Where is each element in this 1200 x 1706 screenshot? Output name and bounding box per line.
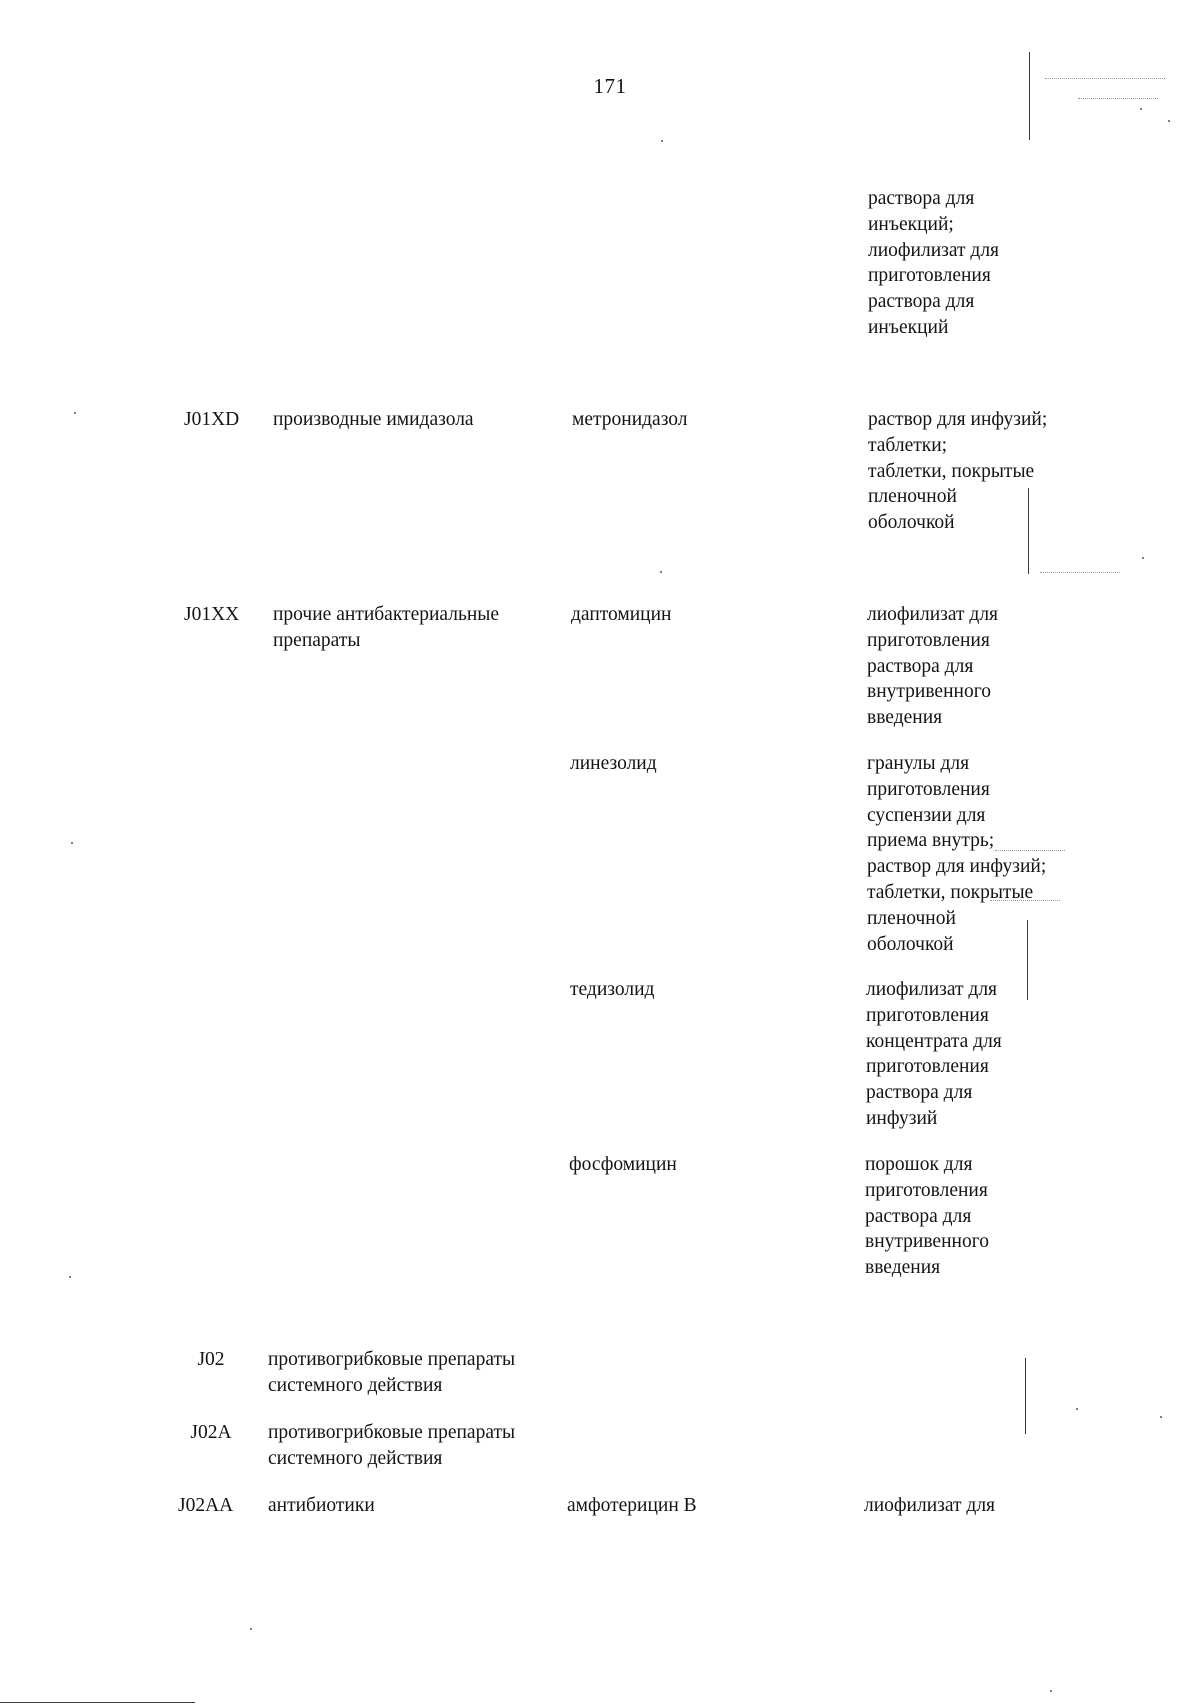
scan-edge-mark <box>1025 1358 1026 1434</box>
dosage-form: лиофилизат для приготовления концентрата для приготовления раствора для инфузий <box>866 979 1002 1129</box>
anatomical-therapeutic-group: прочие антибактериальные препараты <box>273 604 500 651</box>
atc-code: J01XX <box>184 604 240 625</box>
drug-name: тедизолид <box>570 979 655 1000</box>
dosage-form: лиофилизат для приготовления раствора для внутривенного введения <box>867 604 999 729</box>
atc-code: J01XD <box>184 409 240 430</box>
scan-edge-mark <box>0 1702 195 1703</box>
scan-speck <box>1076 1408 1078 1410</box>
scan-speck <box>69 1276 71 1278</box>
anatomical-therapeutic-group: производные имидазола <box>273 409 474 430</box>
dosage-form: гранулы для приготовления суспензии для приема внутрь; раствор для инфузий; таблетки, покрытые пленочной оболочкой <box>867 753 1047 955</box>
scan-edge-mark <box>1028 488 1029 574</box>
scan-speck <box>1142 557 1144 559</box>
anatomical-therapeutic-group: антибиотики <box>268 1495 375 1516</box>
scan-speck <box>661 140 663 142</box>
scan-speck <box>1160 1416 1162 1418</box>
scan-noise <box>995 850 1065 851</box>
scan-noise <box>1040 572 1120 573</box>
scan-noise <box>1045 78 1165 79</box>
dosage-form: раствор для инфузий; таблетки; таблетки, покрытые пленочной оболочкой <box>868 409 1048 534</box>
drug-name: фосфомицин <box>569 1154 677 1175</box>
scan-edge-mark <box>1027 920 1028 1000</box>
atc-code: J02A <box>190 1422 232 1443</box>
atc-code: J02 <box>197 1349 225 1370</box>
continued-dosage-form: раствора для инъекций; лиофилизат для приготовления раствора для инъекций <box>868 188 1000 338</box>
page-number: 171 <box>593 74 627 98</box>
scan-speck <box>250 1628 252 1630</box>
scan-noise <box>990 900 1060 901</box>
scan-speck <box>660 571 662 573</box>
dosage-form: лиофилизат для <box>864 1495 996 1516</box>
scan-speck <box>71 842 73 844</box>
dosage-form: порошок для приготовления раствора для внутривенного введения <box>865 1154 989 1279</box>
drug-name: даптомицин <box>571 604 672 625</box>
anatomical-therapeutic-group: противогрибковые препараты системного действия <box>268 1349 516 1396</box>
scan-speck <box>1050 1690 1052 1692</box>
drug-name: линезолид <box>570 753 657 774</box>
scan-noise <box>1078 98 1158 99</box>
drug-name: метронидазол <box>572 409 688 430</box>
atc-code: J02AA <box>178 1495 234 1516</box>
scan-speck <box>1140 108 1142 110</box>
anatomical-therapeutic-group: противогрибковые препараты системного действия <box>268 1422 516 1469</box>
drug-name: амфотерицин B <box>567 1495 697 1516</box>
scan-edge-mark <box>1029 52 1030 140</box>
scan-speck <box>1168 120 1170 122</box>
scan-speck <box>74 412 76 414</box>
